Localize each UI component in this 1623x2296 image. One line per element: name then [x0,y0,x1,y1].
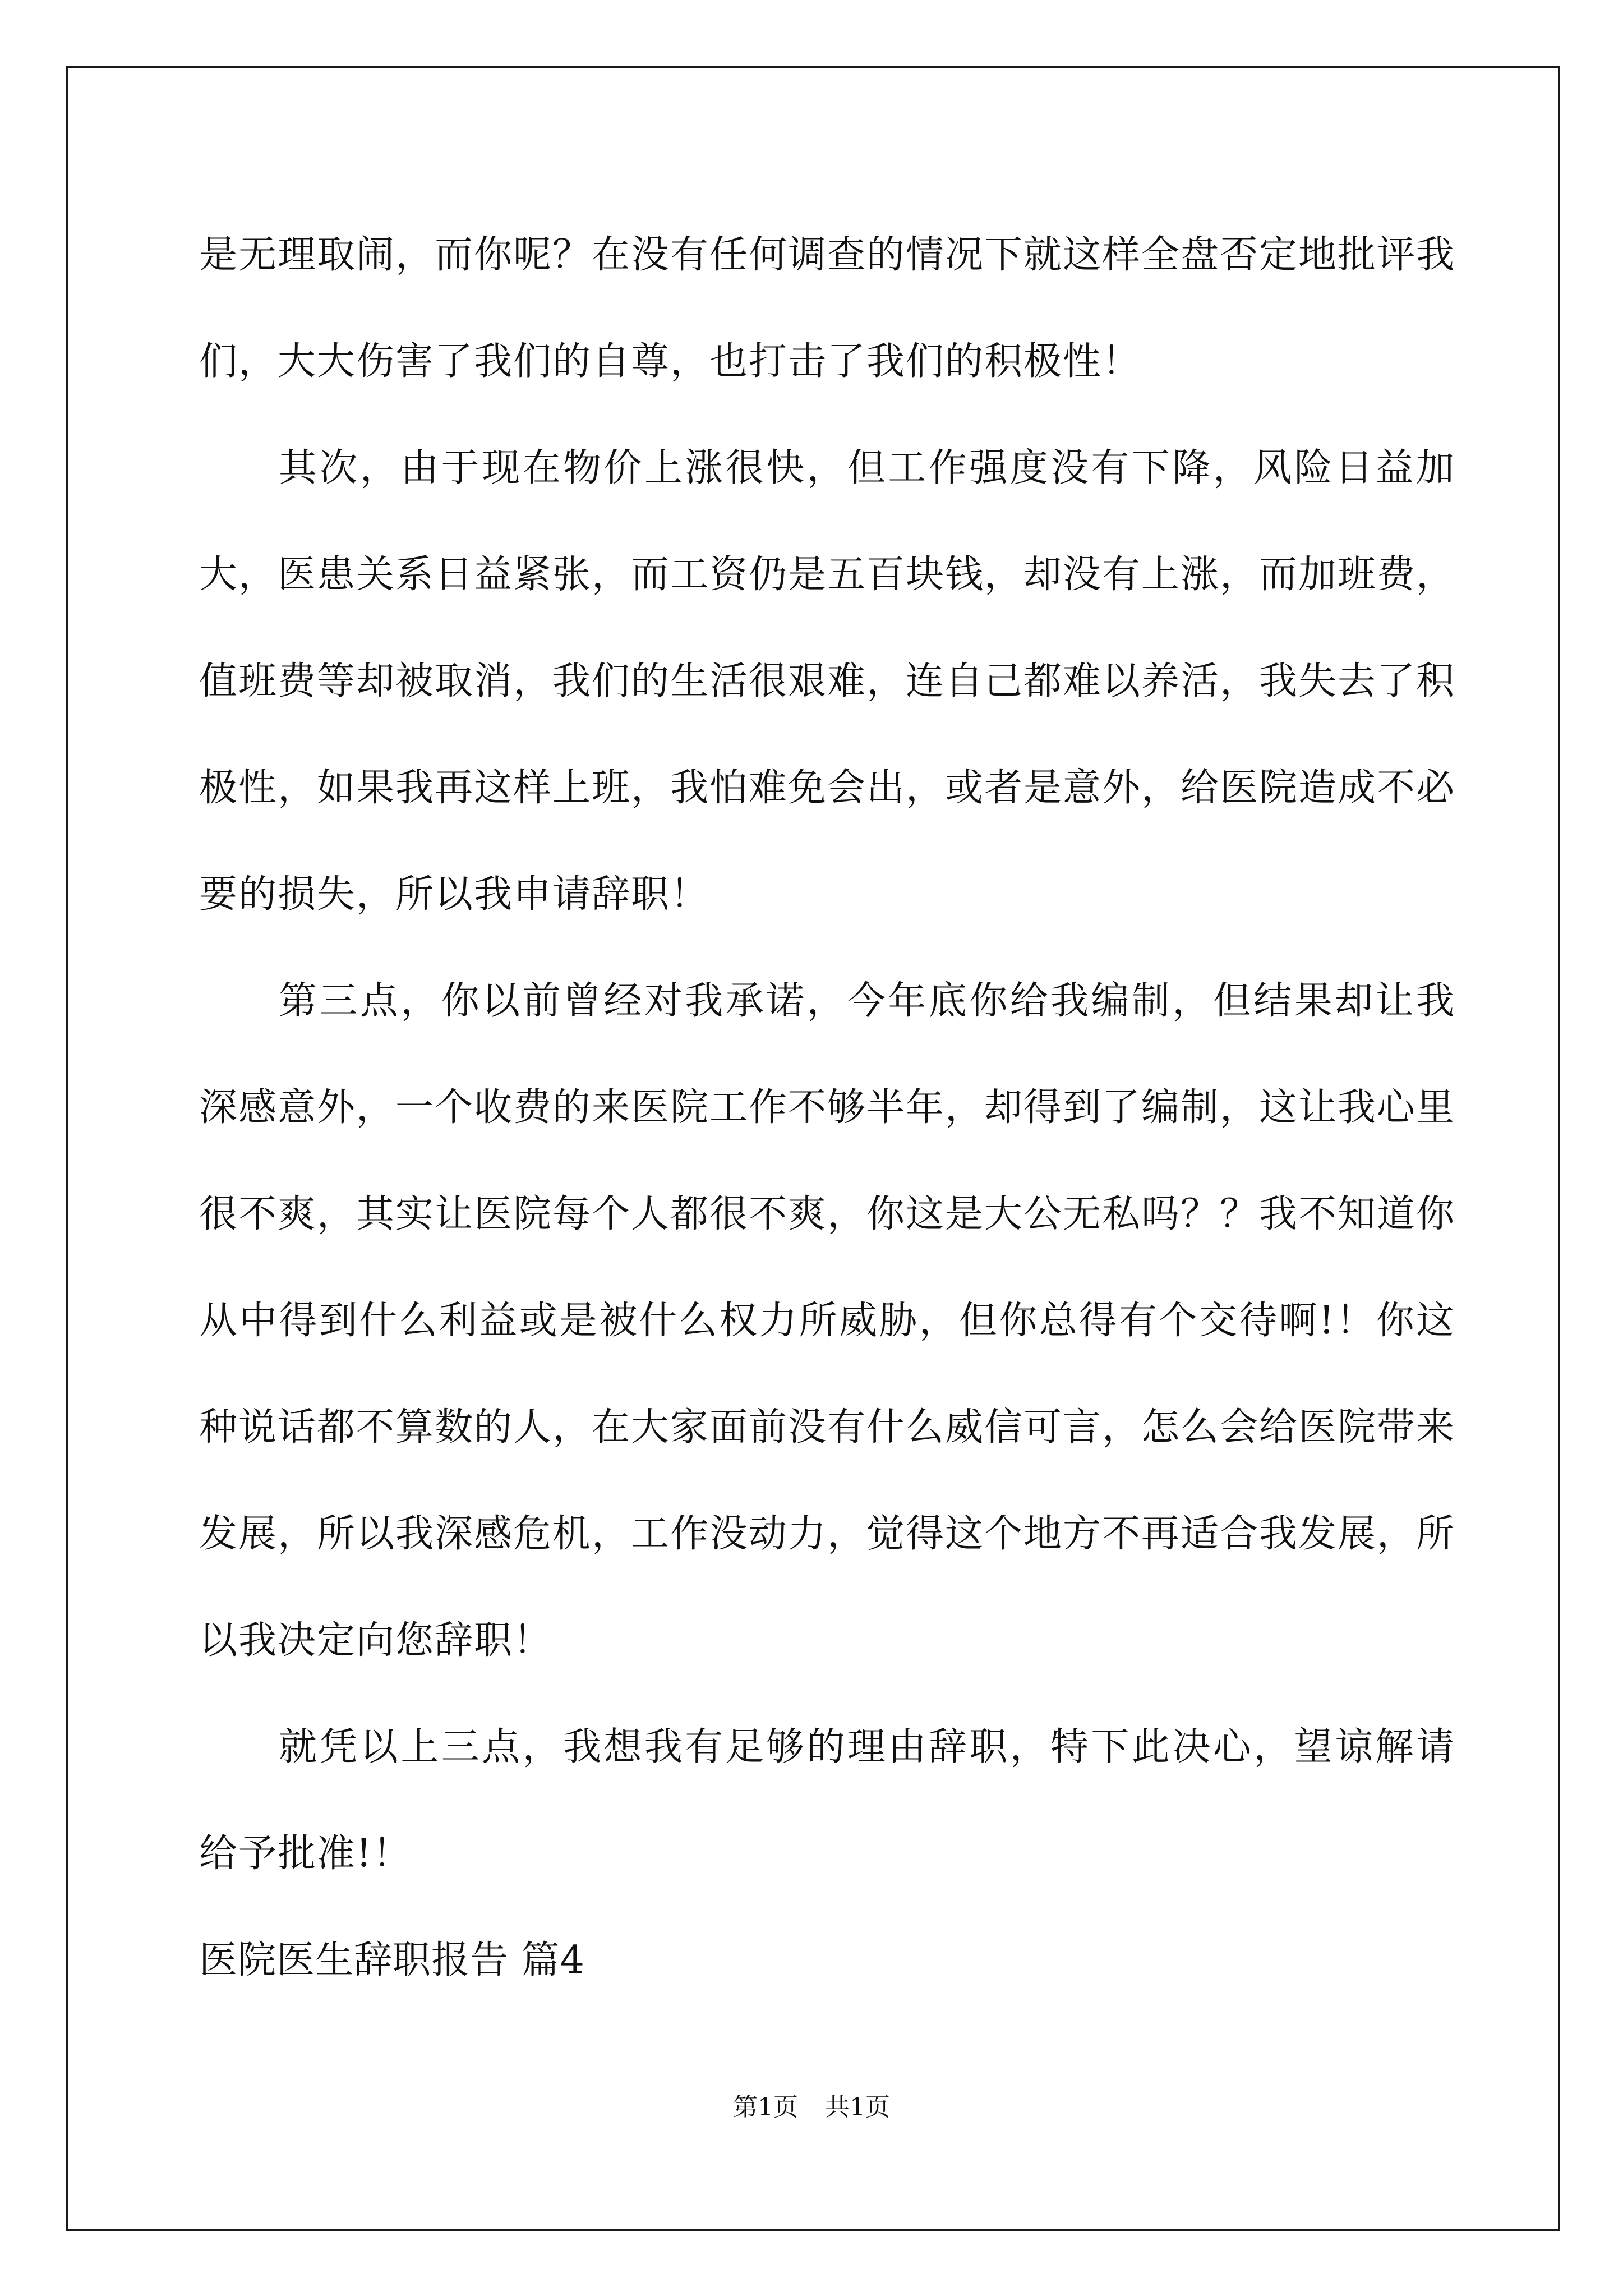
paragraph-4: 就凭以上三点，我想我有足够的理由辞职，特下此决心，望谅解请给予批准!！ [199,1725,1455,1876]
page-total: 共1页 [825,2093,890,2122]
page-number: 第1页 [733,2093,798,2122]
section-title: 医院医生辞职报告 篇4 [199,1938,585,1982]
paragraph-3: 第三点，你以前曾经对我承诺，今年底你给我编制，但结果却让我深感意外，一个收费的来医院工作不够半年，却得到了编制，这让我心里很不爽，其实让医院每个人都很不爽，你这是大公无私吗？？我不知道你从中得到什么利益或是被什么权力所威胁，但你总得有个交待啊!！你这种说话都不算数的人，在大家面前没有什么威信可言，怎么会给医院带来发展，所以我深感危机，工作没动力，觉得这个地方不再适合我发展，所以我决定向您辞职！ [199,979,1456,1663]
paragraph-2: 其次，由于现在物价上涨很快，但工作强度没有下降，风险日益加大，医患关系日益紧张，而工资仍是五百块钱，却没有上涨，而加班费，值班费等却被取消，我们的生活很艰难，连自己都难以养活，我失去了积极性，如果我再这样上班，我怕难免会出，或者是意外，给医院造成不必要的损失，所以我申请辞职！ [199,446,1456,917]
page-footer [0,2087,1623,2123]
paragraph-1: 是无理取闹，而你呢？在没有任何调查的情况下就这样全盘否定地批评我们，大大伤害了我们的自尊，也打击了我们的积极性！ [199,233,1456,384]
document-body [199,202,1455,2014]
